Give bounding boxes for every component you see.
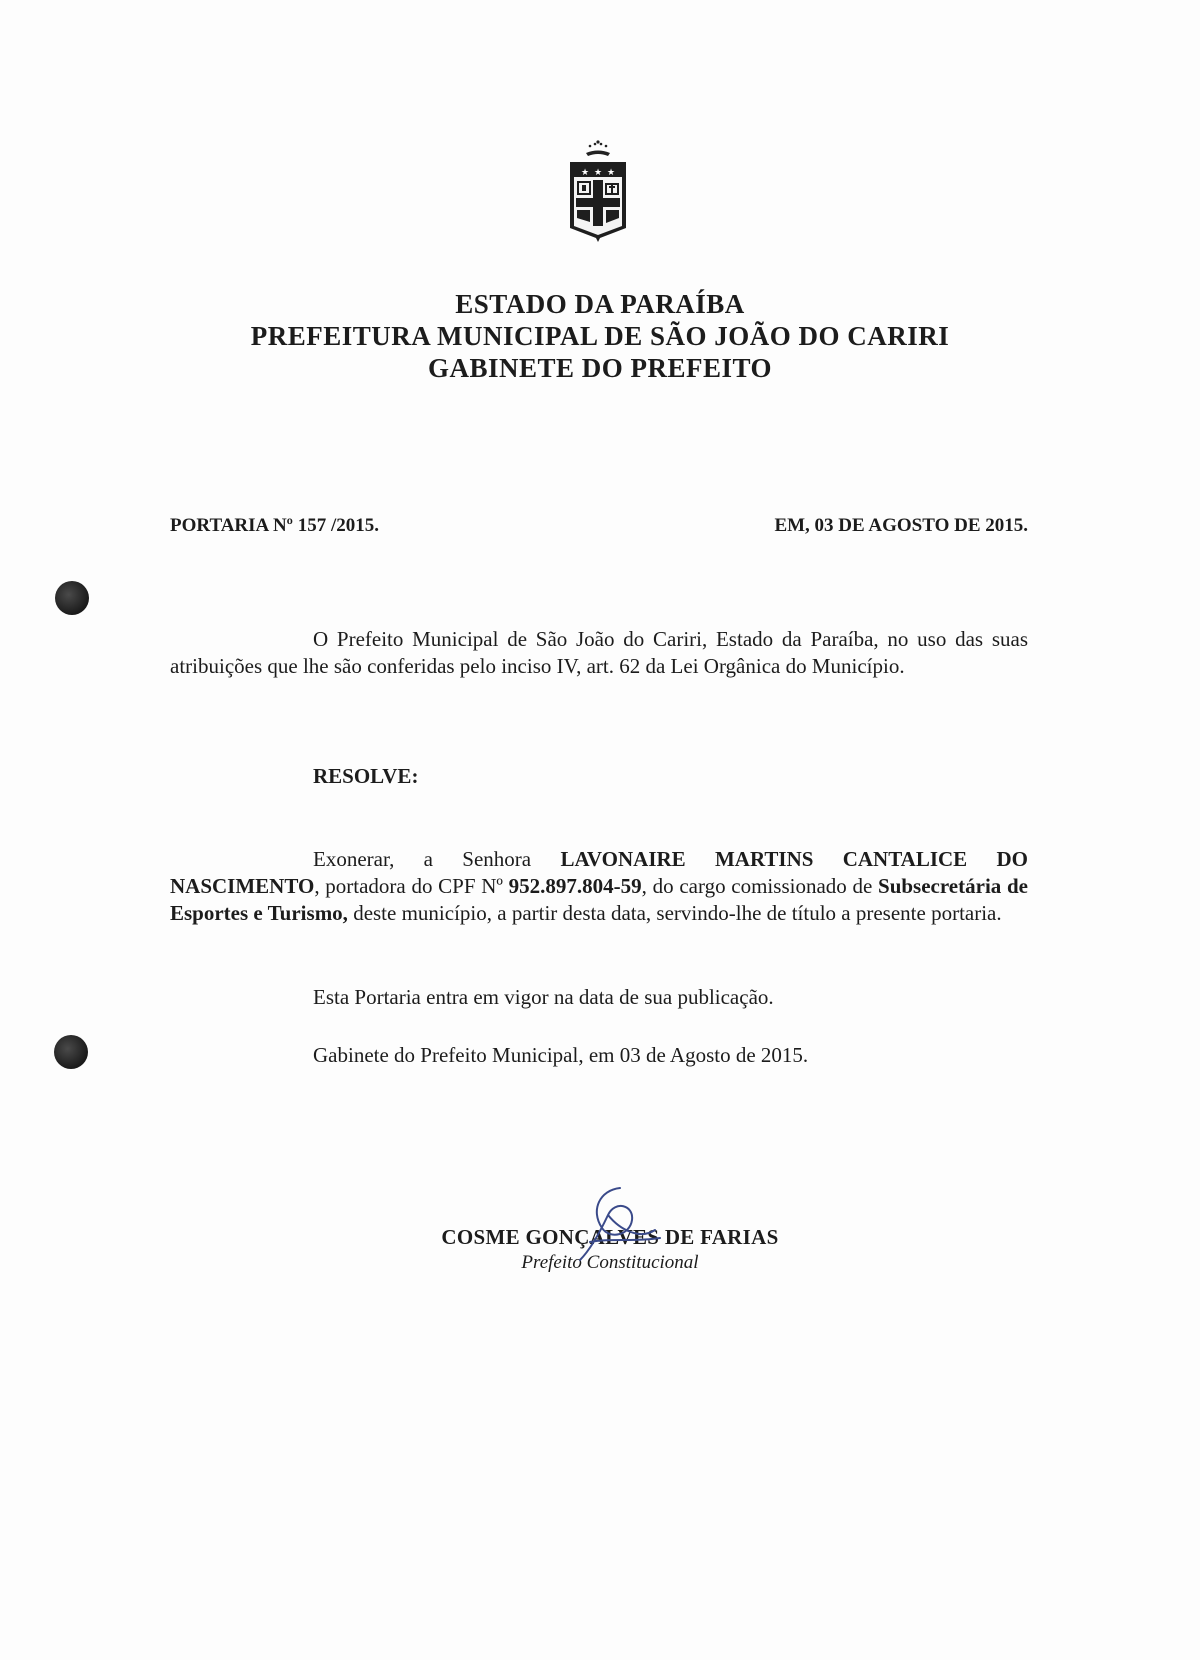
municipal-coat-of-arms-icon xyxy=(548,140,648,250)
punch-hole-icon xyxy=(54,1035,88,1069)
state-name: ESTADO DA PARAÍBA xyxy=(455,289,745,319)
signatory-name: COSME GONÇALVES DE FARIAS xyxy=(441,1225,779,1249)
resolve-paragraph xyxy=(170,846,1028,927)
municipality-name: PREFEITURA MUNICIPAL DE SÃO JOÃO DO CARIRI xyxy=(250,321,950,351)
signatory-title: Prefeito Constitucional xyxy=(521,1252,699,1273)
resolve-heading: RESOLVE: xyxy=(313,764,419,788)
person-name: LAVONAIRE MARTINS CANTALICE DO NASCIMENTO xyxy=(170,847,1028,898)
resolve-text-part: deste município, a partir desta data, servindo-lhe de título a presente portaria. xyxy=(347,901,1002,925)
svg-text:★: ★ xyxy=(607,168,616,178)
effective-date-paragraph: Esta Portaria entra em vigor na data de sua publicação. xyxy=(313,985,774,1009)
svg-text:★: ★ xyxy=(594,168,603,178)
resolve-text-part: Exonerar, a Senhora xyxy=(313,847,561,871)
cpf-number: 952.897.804-59 xyxy=(508,874,642,898)
handwritten-signature-icon xyxy=(560,1180,670,1275)
punch-hole-icon xyxy=(55,581,89,615)
resolve-text-part: , do cargo comissionado de xyxy=(641,874,879,898)
resolve-text-part: , portadora do CPF Nº xyxy=(314,874,509,898)
preamble-paragraph: O Prefeito Municipal de São João do Cariri, Estado da Paraíba, no uso das suas atribuições que lhe são conferidas pelo inciso IV, art. 62 da Lei Orgânica do Município. xyxy=(170,627,1028,678)
portaria-date: EM, 03 DE AGOSTO DE 2015. xyxy=(774,515,1028,536)
svg-text:★: ★ xyxy=(581,168,590,178)
office-name: GABINETE DO PREFEITO xyxy=(427,353,773,383)
position-title: Subsecretária de Esportes e Turismo, xyxy=(170,874,1028,925)
portaria-number: PORTARIA Nº 157 /2015. xyxy=(170,515,379,536)
closing-paragraph: Gabinete do Prefeito Municipal, em 03 de Agosto de 2015. xyxy=(313,1043,809,1067)
portaria-line xyxy=(170,515,1028,537)
document-header xyxy=(0,288,1200,384)
